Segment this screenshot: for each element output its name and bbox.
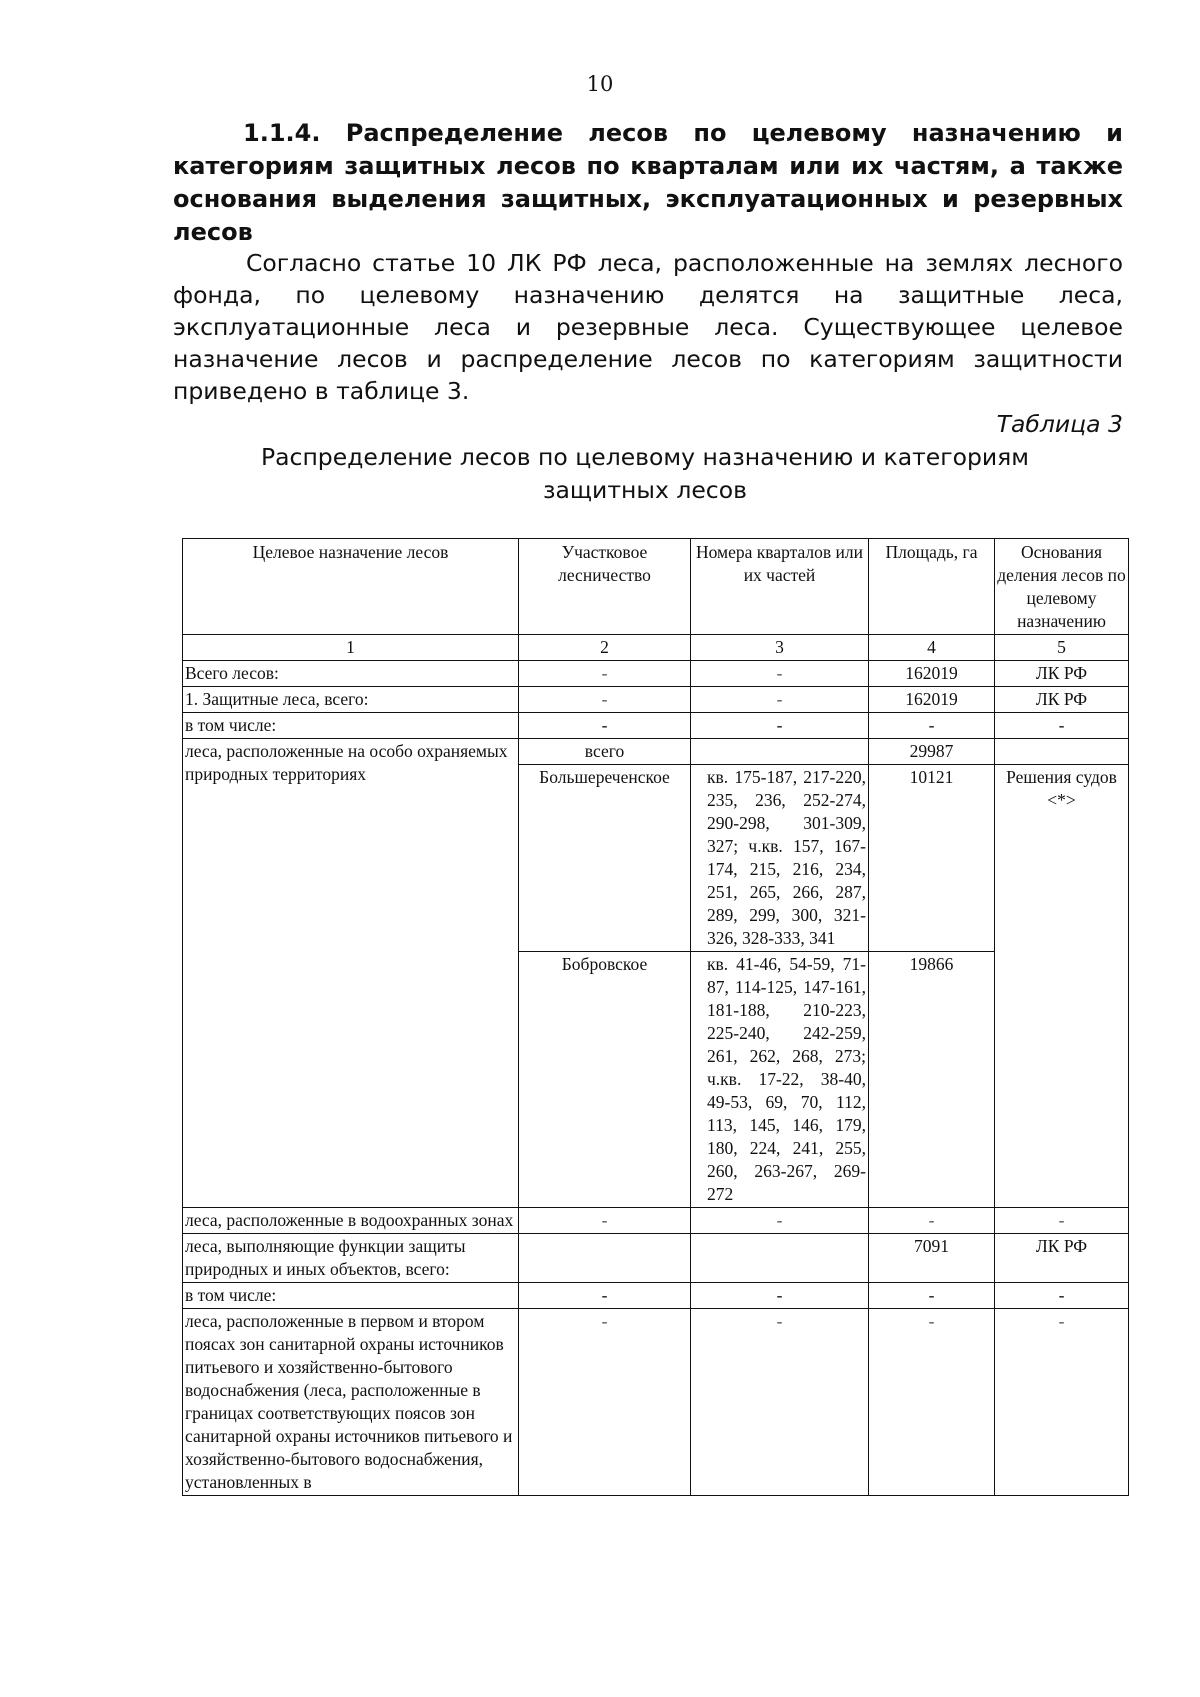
cell-area: 7091 (869, 1234, 995, 1283)
cell-quarters (691, 739, 869, 765)
column-number: 2 (519, 635, 691, 661)
cell-area: 10121 (869, 765, 995, 952)
cell-quarters: кв. 175-187, 217-220, 235, 236, 252-274, 290-298, 301-309, 327; ч.кв. 157, 167-174, 215, 216, 234, 251, 265, 266, 287, 289, 299, 300, 321-326, 328-333, 341 (691, 765, 869, 952)
cell-district: Бобровское (519, 952, 691, 1208)
cell-area: - (869, 1283, 995, 1309)
cell-purpose: леса, выполняющие функции защиты природных и иных объектов, всего: (183, 1234, 519, 1283)
cell-area: - (869, 713, 995, 739)
header-quarters: Номера кварталов или их частей (691, 539, 869, 635)
cell-quarters: - (691, 713, 869, 739)
cell-area: 29987 (869, 739, 995, 765)
cell-district: всего (519, 739, 691, 765)
cell-quarters: кв. 41-46, 54-59, 71-87, 114-125, 147-161, 181-188, 210-223, 225-240, 242-259, 261, 262, 268, 273; ч.кв. 17-22, 38-40, 49-53, 69, 70, 112, 113, 145, 146, 179, 180, 224, 241, 255, 260, 263-267, 269-272 (691, 952, 869, 1208)
cell-purpose: леса, расположенные в водоохранных зонах (183, 1208, 519, 1234)
table-row-sanitary-zones (183, 1309, 1129, 1496)
cell-purpose: 1. Защитные леса, всего: (183, 687, 519, 713)
table-row-protected-areas-subtotal (183, 739, 1129, 765)
cell-district: - (519, 661, 691, 687)
header-district: Участковое лесничество (519, 539, 691, 635)
cell-quarters: - (691, 687, 869, 713)
cell-area: 162019 (869, 687, 995, 713)
cell-basis (995, 739, 1129, 765)
cell-quarters: - (691, 661, 869, 687)
cell-area: - (869, 1309, 995, 1496)
cell-basis: ЛК РФ (995, 1234, 1129, 1283)
cell-purpose: леса, расположенные в первом и втором поясах зон санитарной охраны источников питьевого и хозяйственно-бытового водоснабжения (леса, расположенные в границах соответствующих поясов зон санитарной охраны источников питьевого и хозяйственно-бытового водоснабжения, установленных в (183, 1309, 519, 1496)
table-row-including (183, 713, 1129, 739)
cell-quarters (691, 1234, 869, 1283)
header-purpose: Целевое назначение лесов (183, 539, 519, 635)
cell-quarters: - (691, 1208, 869, 1234)
cell-basis: - (995, 1283, 1129, 1309)
cell-basis: - (995, 713, 1129, 739)
cell-basis: - (995, 1309, 1129, 1496)
cell-basis: ЛК РФ (995, 661, 1129, 687)
table-label: Таблица 3 (996, 410, 1123, 438)
cell-purpose: в том числе: (183, 1283, 519, 1309)
cell-district: - (519, 1283, 691, 1309)
cell-district: Большереченское (519, 765, 691, 952)
cell-quarters: - (691, 1309, 869, 1496)
cell-district: - (519, 1309, 691, 1496)
header-area: Площадь, га (869, 539, 995, 635)
column-number-row (183, 635, 1129, 661)
table-row-total (183, 661, 1129, 687)
section-heading: 1.1.4. Распределение лесов по целевому назначению и категориям защитных лесов по кварталам или их частям, а также основания выделения защитных, эксплуатационных и резервных лесов (173, 119, 1123, 246)
table-row-water-zones (183, 1208, 1129, 1234)
cell-area: - (869, 1208, 995, 1234)
column-number: 4 (869, 635, 995, 661)
body-paragraph: Согласно статье 10 ЛК РФ леса, расположенные на землях лесного фонда, по целевому назначению делятся на защитные леса, эксплуатационные леса и резервные леса. Существующее целевое назначение лесов и распределение лесов по категориям защитности приведено в таблице 3. (173, 249, 1123, 405)
cell-basis: - (995, 1208, 1129, 1234)
column-number: 5 (995, 635, 1129, 661)
cell-purpose: леса, расположенные на особо охраняемых природных территориях (183, 739, 519, 1208)
table-row-protection-functions (183, 1234, 1129, 1283)
cell-district: - (519, 687, 691, 713)
cell-area: 162019 (869, 661, 995, 687)
cell-basis: ЛК РФ (995, 687, 1129, 713)
forest-distribution-table (182, 538, 1129, 1496)
table-title: Распределение лесов по целевому назначению и категориям защитных лесов (260, 443, 1030, 504)
cell-district: - (519, 713, 691, 739)
table-row-including (183, 1283, 1129, 1309)
cell-purpose: в том числе: (183, 713, 519, 739)
cell-purpose: Всего лесов: (183, 661, 519, 687)
page-number: 10 (586, 72, 614, 96)
column-number: 1 (183, 635, 519, 661)
table-row-protective (183, 687, 1129, 713)
cell-district (519, 1234, 691, 1283)
cell-quarters: - (691, 1283, 869, 1309)
cell-basis: Решения судов <*> (995, 765, 1129, 1208)
cell-district: - (519, 1208, 691, 1234)
column-number: 3 (691, 635, 869, 661)
header-basis: Основания деления лесов по целевому назначению (995, 539, 1129, 635)
cell-area: 19866 (869, 952, 995, 1208)
table-header-row (183, 539, 1129, 635)
